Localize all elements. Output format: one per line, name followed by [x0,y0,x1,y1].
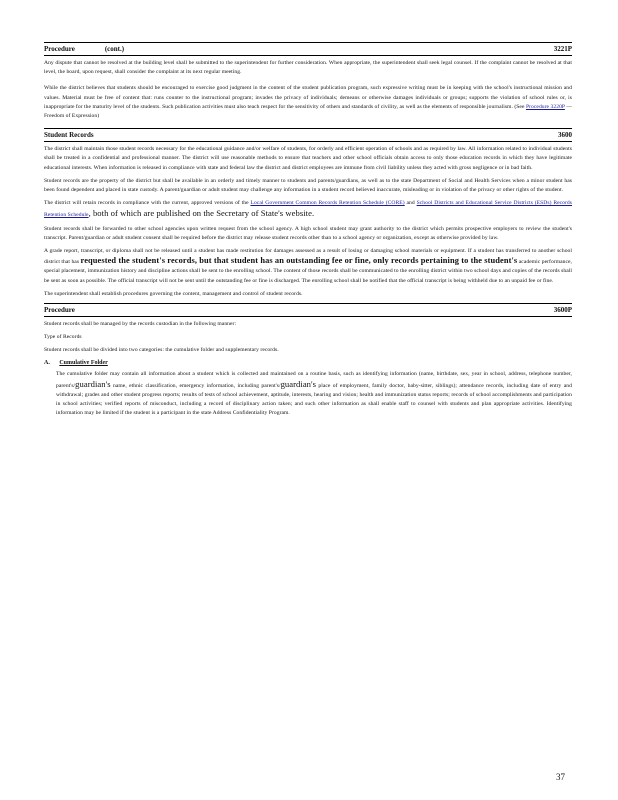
guardian-emphasis-1: guardian's [75,378,111,389]
procedure-3220p-link[interactable]: Procedure 3220P [525,103,565,110]
paragraph-records-property: Student records are the property of the district but shall be available in an orderly and timely manner to students and parents/guardians, as well as to the state Department of Social and Health Services when a minor student has been found dependent and placed in state custody. A parent/guardian or adult student may challenge any information in a student record believed inaccurate, misleading or in violation of the privacy or other rights of the student. [44,177,572,194]
core-schedule-link[interactable]: Local Government Common Records Retention Schedule (CORE) [250,200,405,207]
section-a-heading [44,360,572,366]
section-title: Cumulative Folder [59,359,108,366]
paragraph-managed: Student records shall be managed by the records custodian in the following manner: [44,321,237,328]
procedure-header-3600p [44,303,572,317]
header-label: Procedure [44,45,75,53]
folder-text-1: The cumulative folder may contain all information about a student which is collected and maintained on a routine basis, such as identifying information (name, birthdate, sex, year in school, address, telephone number, parent's/ [56,370,572,389]
header-title: Student Records [44,131,94,140]
school-districts-schedule-link[interactable]: School Districts and Educational Service Districts (ESDs) Records Retention Schedule [44,200,573,219]
paragraph-restitution [44,247,572,286]
retention-text-end: , both of which are published on the Secretary of State's website. [88,208,315,219]
restitution-emphasis: requested the student's records, but that student has an outstanding fee or fine, only records pertaining to the student's [80,256,518,266]
page-number: 37 [556,772,565,782]
guardian-emphasis-2: guardian's [280,378,317,389]
document-page [44,42,572,423]
type-of-records: Type of Records [44,334,82,341]
paragraph-dispute: Any dispute that cannot be resolved at the building level shall be submitted to the superintendent for further consideration. When appropriate, the superintendent shall seek legal counsel. If the complaint cannot be resolved at that level, the board, upon request, shall consider the complaint at its next regular meeting. [44,60,572,76]
paragraph-superintendent: The superintendent shall establish procedures governing the content, management and control of student records. [44,290,303,297]
folder-text-3: place of employment, family doctor, baby-sitter, siblings); attendance records, including date of entry and withdrawal; grades and other student progress reports; results of tests of school achievement, aptitude, interests, hearing and vision; health and immunization status reports; records of school accomplishments and participation in school activities; verified reports of misconduct, including a record of disciplinary action taken; and such other information as shall enable staff to counsel with students and plan appropriate activities. Identifying information may be limited if the student is a participant in the state Address Confidentiality Program. [56,382,572,417]
student-records-header [44,128,572,142]
restitution-text-end: academic performance, special placement, immunization history and discipline actions shall be sent to the enrolling school. The content of those records shall be communicated to the enrolling district within two school days and copies of the records shall be sent as soon as possible. The official transcript will not be sent until the outstanding fee or fine is discharged. The enrolling school shall be notified that the official transcript is being withheld due to an unpaid fee or fine. [44,259,572,284]
folder-text-2: name, ethnic classification, emergency information, including parent's/ [113,382,281,389]
header-code: 3221P [553,45,572,53]
publication-text-end: — Freedom of Expression) [44,103,572,120]
paragraph-categories: Student records shall be divided into two categories: the cumulative folder and supplementary records. [44,347,279,354]
header-code: 3600 [558,131,572,140]
header-cont: (cont.) [104,45,125,53]
restitution-text: A grade report, transcript, or diploma shall not be released until a student has made restitution for damages assessed as a result of losing or damaging school materials or equipment. If a student has transferred to another school district that has [44,248,572,266]
paragraph-maintain-records: The district shall maintain those student records necessary for the educational guidance and/or welfare of students, for orderly and efficient operation of schools and as required by law. All information related to individual students shall be treated in a confidential and professional manner. The district will use reasonable methods to ensure that teachers and other school officials obtain access to only those education records in which they have legitimate educational interests. When information is released in compliance with state and federal law the district and district employees are immune from civil liability unless they acted with gross negligence or in bad faith. [44,146,572,171]
paragraph-cumulative-folder [44,370,572,419]
paragraph-forwarding: Student records shall be forwarded to other school agencies upon written request from the school agency. A high school student may grant authority to the district which permits prospective employers to review the student's transcript. Parent/guardian or adult student consent shall be required before the district may release student records other than to a school agency or organization, except as otherwise provided by law. [44,225,572,241]
retention-and: and [406,200,415,207]
publication-text: While the district believes that students should be encouraged to exercise good judgment in the content of the student publication program, such expressive writing must be in keeping with the school's instructional mission and values. Material must be free of content that: runs counter to the instructional program; invades the privacy of individuals; demeans or otherwise damages individuals or groups; supports the violation of school rules or, is inappropriate for the maturity level of the students. Such publication activities must also teach respect for the sensitivity of others and standards of civility, as well as the elements of responsible journalism. (See [44,85,572,110]
retention-text: The district will retain records in compliance with the current, approved versions of the [44,200,249,207]
paragraph-publication [44,84,572,121]
paragraph-retention [44,199,572,220]
header-code: 3600P [553,306,572,315]
procedure-header-3221p [44,42,572,56]
header-label: Procedure [44,306,75,315]
section-letter: A. [44,359,50,366]
